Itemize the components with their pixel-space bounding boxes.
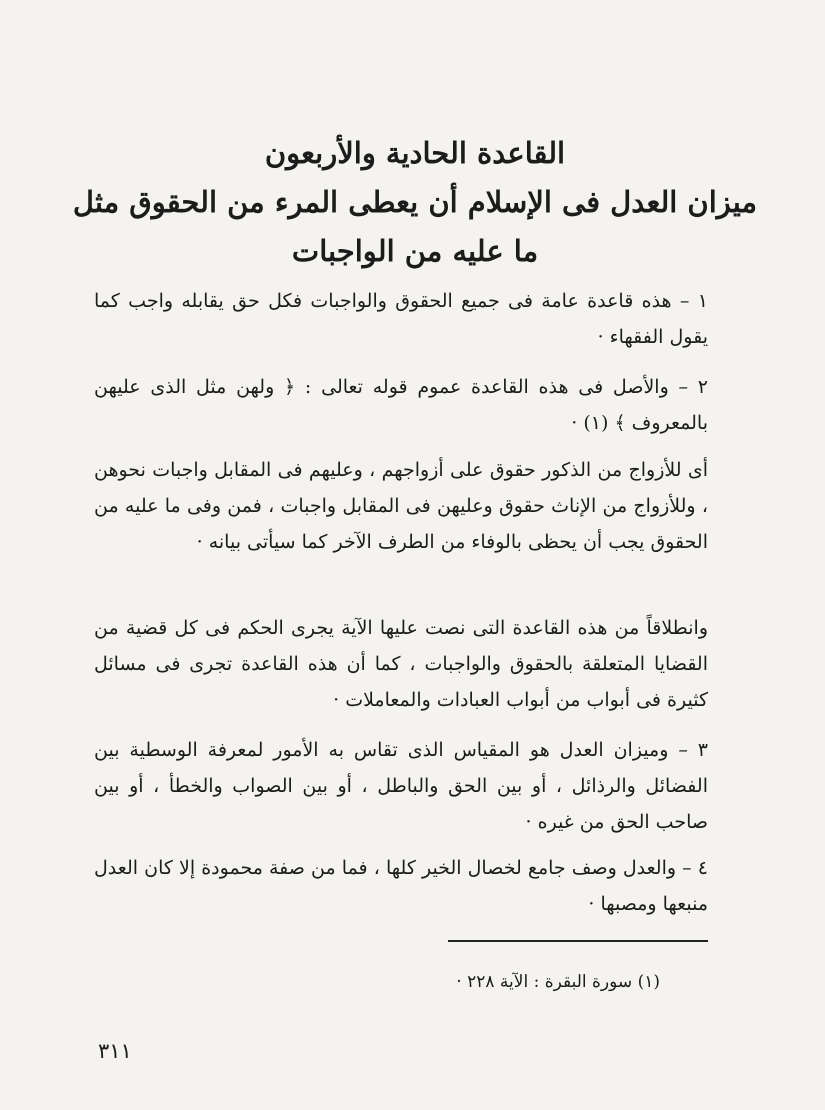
paragraph-1: ١ – هذه قاعدة عامة فى جميع الحقوق والواجبات فكل حق يقابله واجب كما يقول الفقهاء · (94, 290, 708, 348)
paragraph-4: وانطلاقاً من هذه القاعدة التى نصت عليها الآية يجرى الحكم فى كل قضية من القضايا المتعلقة بالحقوق والواجبات ، كما أن هذه القاعدة تجرى فى مسائل كثيرة فى أبواب من أبواب العبادات والمعاملات · (94, 617, 708, 711)
paragraph-5: ٣ – وميزان العدل هو المقياس الذى تقاس به الأمور لمعرفة الوسطية بين الفضائل والرذائل ، أو بين الحق والباطل ، أو بين الصواب والخطأ ، أو بين صاحب الحق من غيره · (94, 739, 708, 833)
footnote: (١) سورة البقرة : الآية ٢٢٨ · (456, 972, 660, 992)
paragraph-3: أى للأزواج من الذكور حقوق على أزواجهم ، وعليهم فى المقابل واجبات نحوهن ، وللأزواج من الإناث حقوق وعليهن فى المقابل واجبات ، فمن وفى ما عليه من الحقوق يجب أن يحظى بالوفاء من الطرف الآخر كما سيأتى بيانه · (94, 459, 708, 553)
paragraph-6: ٤ – والعدل وصف جامع لخصال الخير كلها ، فما من صفة محمودة إلا كان العدل منبعها ومصبها · (94, 857, 708, 915)
chapter-title-line-2: ميزان العدل فى الإسلام أن يعطى المرء من الحقوق مثل (72, 185, 758, 219)
chapter-title-line-1: القاعدة الحادية والأربعون (264, 136, 566, 170)
paragraph-2: ٢ – والأصل فى هذه القاعدة عموم قوله تعالى : ﴿ ولهن مثل الذى عليهن بالمعروف ﴾ (١) · (94, 376, 708, 434)
page-number: ٣١١ (98, 1039, 132, 1063)
footnote-divider (448, 940, 708, 942)
chapter-title-line-3: ما عليه من الواجبات (291, 234, 539, 268)
